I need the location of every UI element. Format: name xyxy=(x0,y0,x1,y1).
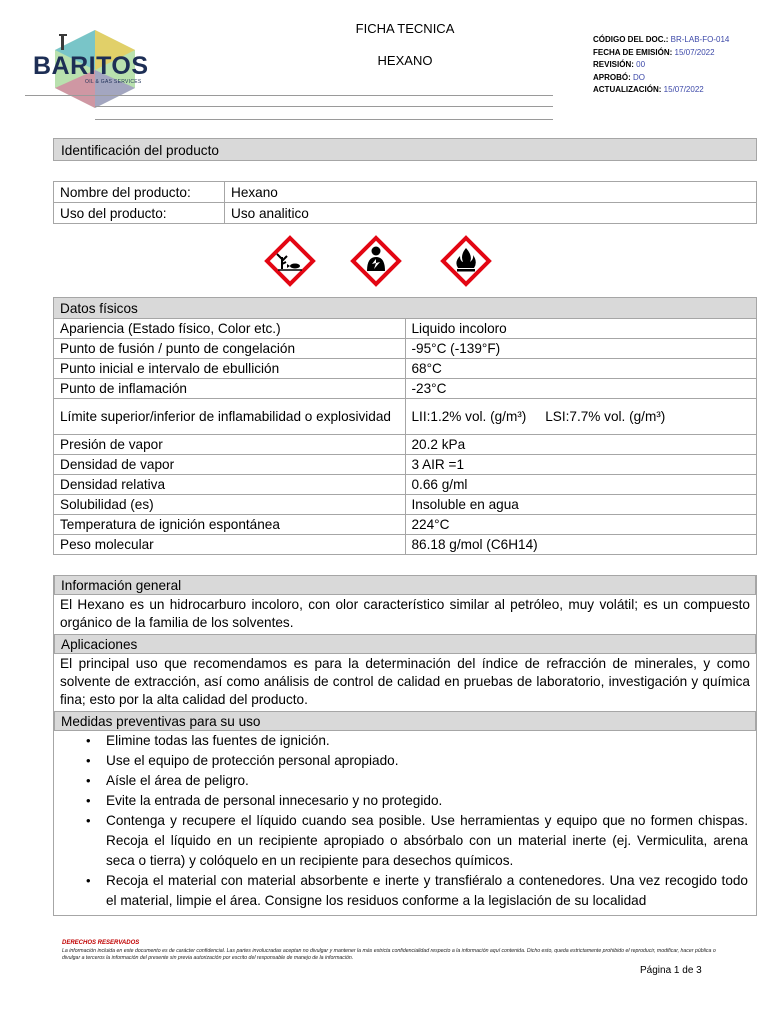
table-row xyxy=(54,515,757,535)
identification-table xyxy=(53,181,757,224)
list-item-text: Recoja el material con material absorbente e inerte y transfiéralo a contenedores. Una vez recogido todo el material, limpie el área. Consigne los residuos conforme a la legislación de su localidad xyxy=(106,873,748,908)
table-row xyxy=(54,535,757,555)
table-row xyxy=(54,399,757,435)
list-item-text: Aísle el área de peligro. xyxy=(106,773,249,788)
bullet-icon: • xyxy=(86,733,91,748)
property-value: -23°C xyxy=(405,379,757,399)
meta-key: APROBÓ: xyxy=(593,72,631,82)
property-label: Apariencia (Estado físico, Color etc.) xyxy=(54,319,406,339)
section-heading-applications: Aplicaciones xyxy=(54,634,756,654)
table-row xyxy=(54,359,757,379)
meta-value: 15/07/2022 xyxy=(674,47,715,57)
property-value: -95°C (-139°F) xyxy=(405,339,757,359)
property-value: 68°C xyxy=(405,359,757,379)
meta-key: REVISIÓN: xyxy=(593,60,634,69)
property-value: LII:1.2% vol. (g/m³) LSI:7.7% vol. (g/m³) xyxy=(405,399,757,435)
list-item-text: Elimine todas las fuentes de ignición. xyxy=(106,733,330,748)
meta-row-revision xyxy=(593,59,729,72)
logo-wordmark: BARITOS xyxy=(33,52,149,80)
measures-list xyxy=(54,731,756,915)
list-item xyxy=(86,771,748,791)
meta-key: ACTUALIZACIÓN: xyxy=(593,85,662,94)
header-divider xyxy=(95,106,553,107)
property-label: Densidad de vapor xyxy=(54,455,406,475)
section-heading-measures: Medidas preventivas para su uso xyxy=(54,711,756,731)
document-title: FICHA TECNICA xyxy=(355,21,455,36)
table-row xyxy=(54,475,757,495)
meta-value: BR-LAB-FO-014 xyxy=(670,35,730,44)
bullet-icon: • xyxy=(86,773,91,788)
environment-hazard-icon xyxy=(264,235,316,287)
meta-key: CÓDIGO DEL DOC.: xyxy=(593,35,669,44)
meta-value: 00 xyxy=(636,60,646,69)
property-label: Temperatura de ignición espontánea xyxy=(54,515,406,535)
field-label: Nombre del producto: xyxy=(54,182,225,203)
section-heading: Identificación del producto xyxy=(53,138,757,161)
section-heading-row xyxy=(54,298,757,319)
header-divider xyxy=(25,95,553,96)
bullet-icon: • xyxy=(86,873,91,888)
rights-reserved-title: DERECHOS RESERVADOS xyxy=(62,940,140,946)
meta-row-code xyxy=(593,34,729,47)
ghs-pictograms xyxy=(264,235,509,287)
applications-text: El principal uso que recomendamos es para la determinación del índice de refracción de minerales, y como solvente de extracción, así como análisis de control de calidad en pruebas de laboratorio, investigación y química fina; esto por la alta calidad del producto. xyxy=(60,656,750,707)
list-item xyxy=(86,731,748,751)
logo-subtitle: OIL & GAS SERVICES xyxy=(85,79,142,85)
property-label: Punto de fusión / punto de congelación xyxy=(54,339,406,359)
document-subtitle: HEXANO xyxy=(377,53,433,68)
document-metadata xyxy=(593,34,729,97)
table-row xyxy=(54,319,757,339)
general-info-text: El Hexano es un hidrocarburo incoloro, con olor característico similar al petróleo, muy volátil; es un compuesto orgánico de la familia de los solventes. xyxy=(60,597,750,630)
bullet-icon: • xyxy=(86,793,91,808)
confidentiality-notice: La información incluida en este documento es de carácter confidencial. Las partes involucradas aceptan no divulgar y mantener la más estricta confidencialidad respecto a la información aquí contenida. Dicho esto, queda estrictamente prohibido el reproducir, modificar, hacer pública o divulgar a terceros la información del presente sin previa autorización por escrito del responsable de manejo de la información. xyxy=(62,948,716,961)
physical-data-section xyxy=(53,297,757,555)
section-heading-general: Información general xyxy=(54,575,756,595)
property-label: Límite superior/inferior de inflamabilidad o explosividad xyxy=(54,399,406,435)
property-label: Punto inicial e intervalo de ebullición xyxy=(54,359,406,379)
property-value: Liquido incoloro xyxy=(405,319,757,339)
header-divider xyxy=(95,119,553,120)
list-item xyxy=(86,871,748,911)
property-value: 0.66 g/ml xyxy=(405,475,757,495)
table-row xyxy=(54,182,757,203)
meta-key: FECHA DE EMISIÓN: xyxy=(593,47,673,57)
bullet-icon: • xyxy=(86,813,91,828)
property-value: Insoluble en agua xyxy=(405,495,757,515)
meta-row-issue-date xyxy=(593,47,729,60)
field-label: Uso del producto: xyxy=(54,203,225,224)
property-value: 3 AIR =1 xyxy=(405,455,757,475)
list-item-text: Evite la entrada de personal innecesario y no protegido. xyxy=(106,793,443,808)
property-value: 224°C xyxy=(405,515,757,535)
meta-row-approved xyxy=(593,72,729,85)
identification-section xyxy=(53,138,757,161)
table-row xyxy=(54,495,757,515)
table-row xyxy=(54,435,757,455)
bullet-icon: • xyxy=(86,753,91,768)
table-row xyxy=(54,379,757,399)
meta-row-updated xyxy=(593,84,729,97)
field-value: Hexano xyxy=(225,182,757,203)
table-row xyxy=(54,339,757,359)
property-value: 20.2 kPa xyxy=(405,435,757,455)
company-logo xyxy=(25,28,165,110)
table-row xyxy=(54,455,757,475)
list-item xyxy=(86,751,748,771)
list-item-text: Contenga y recupere el líquido cuando sea posible. Use herramientas y equipo que no formen chispas. Recoja el líquido en un recipiente apropiado o absórbalo con un material inerte (ej. Vermiculita, arena seca o tierra) y colóquelo en un recipiente para desechos químicos. xyxy=(106,813,748,868)
property-label: Densidad relativa xyxy=(54,475,406,495)
property-label: Presión de vapor xyxy=(54,435,406,455)
section-heading: Datos físicos xyxy=(54,298,757,319)
property-label: Punto de inflamación xyxy=(54,379,406,399)
field-value: Uso analitico xyxy=(225,203,757,224)
property-label: Peso molecular xyxy=(54,535,406,555)
meta-value: 15/07/2022 xyxy=(663,85,704,94)
table-row xyxy=(54,203,757,224)
list-item-text: Use el equipo de protección personal apropiado. xyxy=(106,753,399,768)
page-number: Página 1 de 3 xyxy=(640,965,702,976)
property-label: Solubilidad (es) xyxy=(54,495,406,515)
list-item xyxy=(86,791,748,811)
general-info-section xyxy=(53,575,757,916)
health-hazard-icon xyxy=(350,235,402,287)
meta-value: DO xyxy=(633,72,646,82)
property-value: 86.18 g/mol (C6H14) xyxy=(405,535,757,555)
flammable-icon xyxy=(440,235,492,287)
list-item xyxy=(86,811,748,871)
